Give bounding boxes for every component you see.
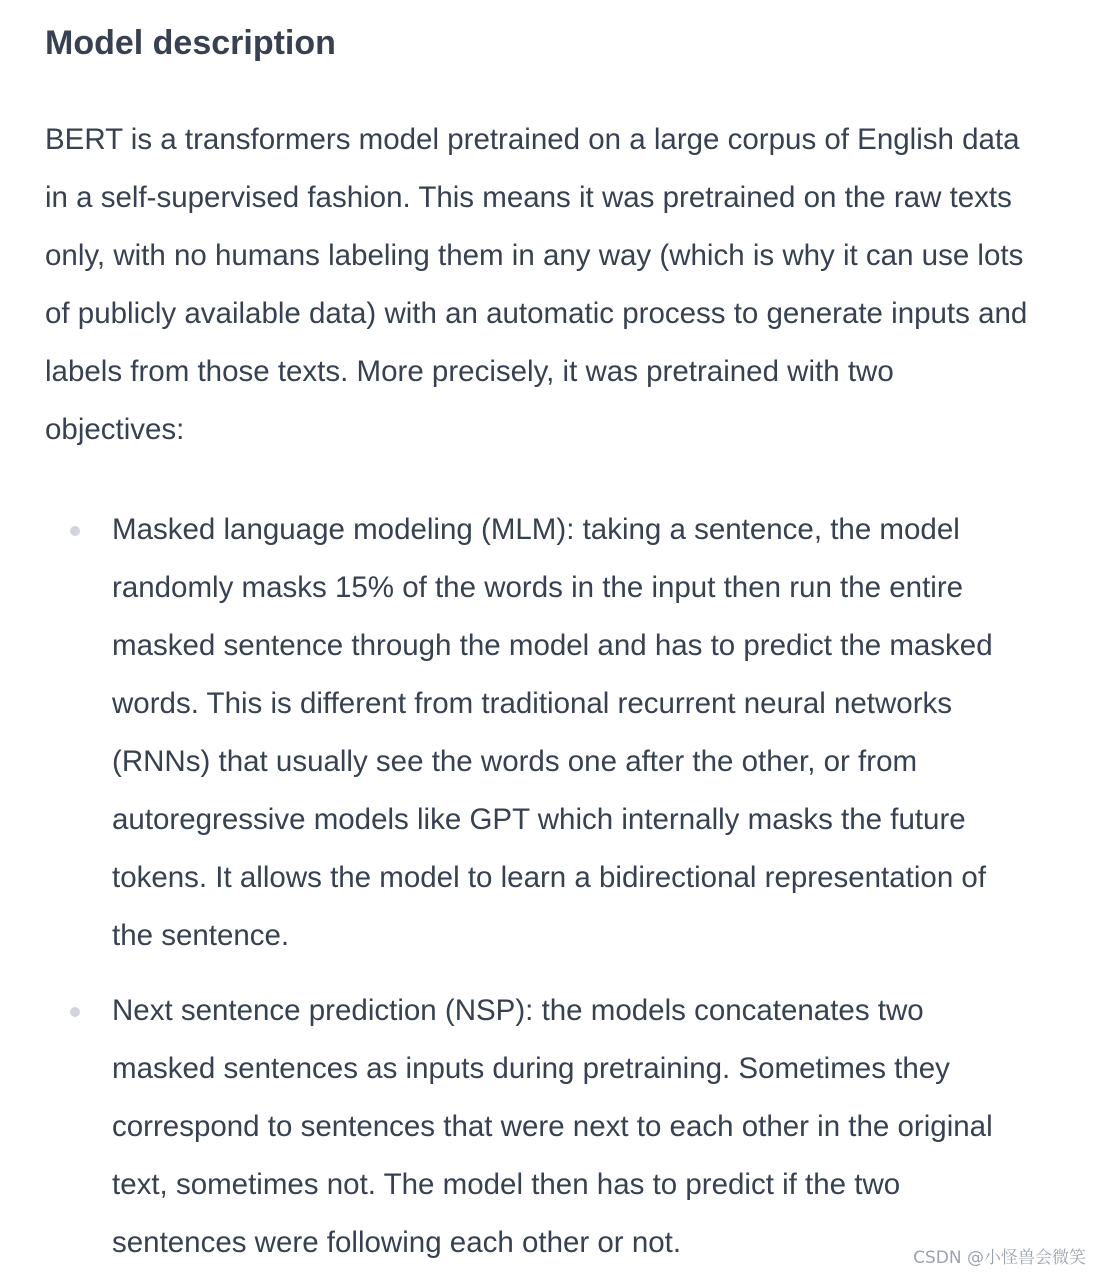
section-heading: Model description [45, 24, 336, 62]
list-item-mlm [45, 501, 1035, 965]
bullet-icon [70, 1007, 80, 1017]
list-item-text: Masked language modeling (MLM): taking a sentence, the model randomly masks 15% of the words in the input then run the entire masked sentence through the model and has to predict the masked words. This is different from traditional recurrent neural networks (RNNs) that usually see the words one after the other, or from autoregressive models like GPT which internally masks the future tokens. It allows the model to learn a bidirectional representation of the sentence. [112, 513, 993, 952]
objectives-list [45, 501, 1035, 1272]
list-item-nsp [45, 982, 1035, 1272]
list-item-text: Next sentence prediction (NSP): the models concatenates two masked sentences as inputs during pretraining. Sometimes they correspond to sentences that were next to each other in the original text, sometimes not. The model then has to predict if the two sentences were following each other or not. [112, 994, 993, 1259]
watermark: CSDN @小怪兽会微笑 [913, 1248, 1086, 1268]
bullet-icon [70, 526, 80, 536]
intro-paragraph: BERT is a transformers model pretrained on a large corpus of English data in a self-supervised fashion. This means it was pretrained on the raw texts only, with no humans labeling them in any way (which is why it can use lots of publicly available data) with an automatic process to generate inputs and labels from those texts. More precisely, it was pretrained with two objectives: [45, 123, 1028, 446]
